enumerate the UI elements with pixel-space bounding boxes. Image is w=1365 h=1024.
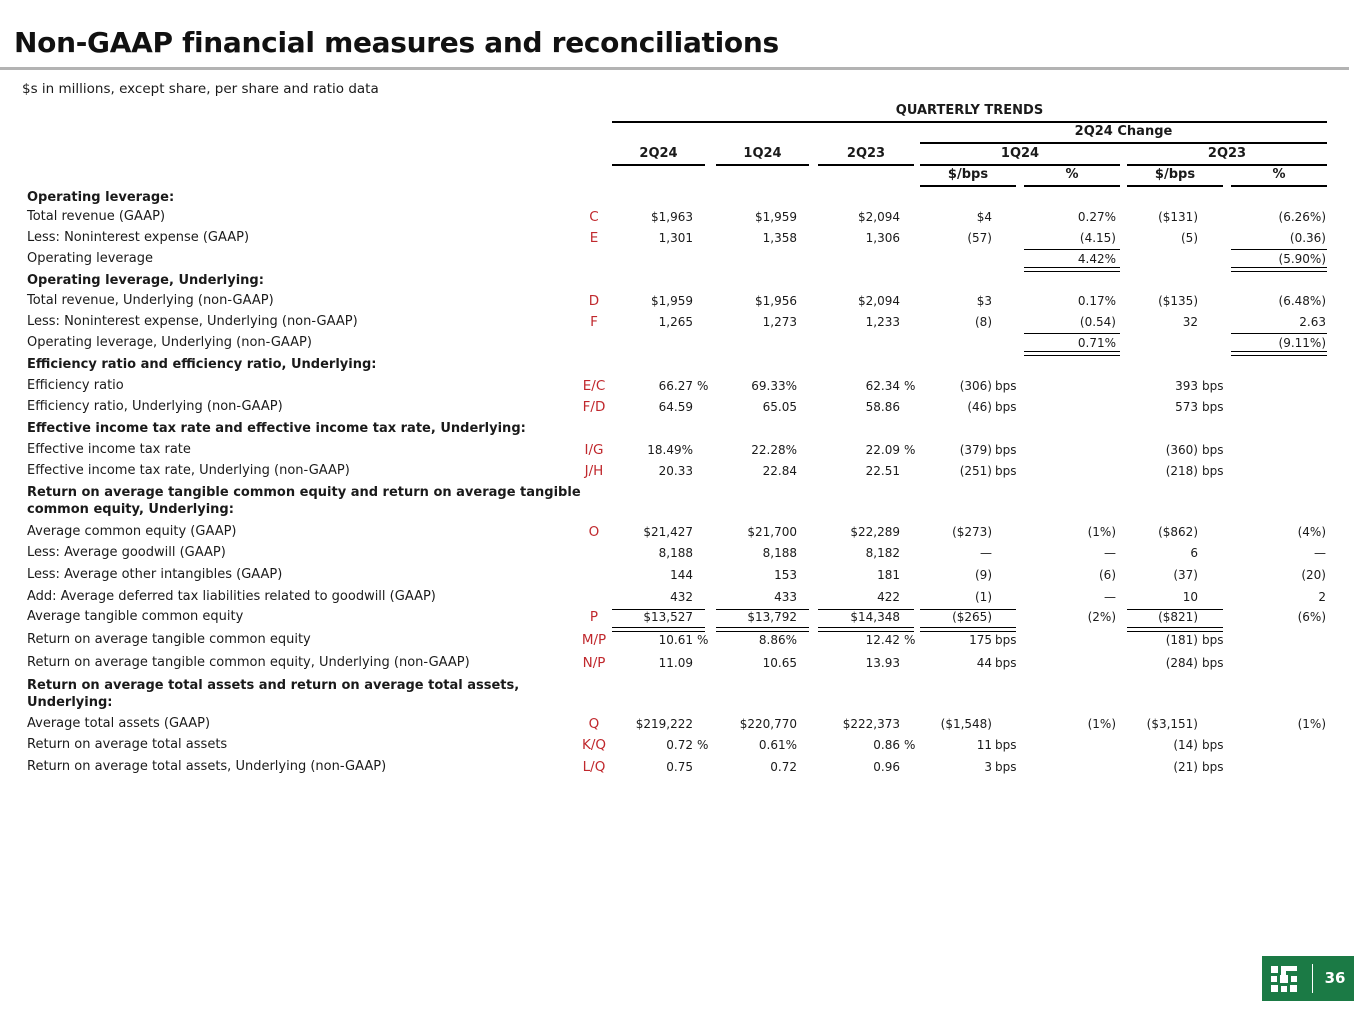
cell-col-2: 22.84 (762, 464, 797, 478)
cell-col-4: (1) (975, 590, 992, 604)
cell-unit-suffix: bps (995, 443, 1017, 457)
cell-col-1: 64.59 (658, 400, 693, 414)
cell-col-3: 62.34 (865, 379, 900, 393)
cell-col-3: $2,094 (858, 210, 900, 224)
cell-col-2: 153 (774, 568, 797, 582)
cell-col-1: $1,963 (651, 210, 693, 224)
row-label (27, 655, 470, 670)
cell-col-3: 58.86 (865, 400, 900, 414)
row-label (27, 251, 153, 266)
table-row (0, 589, 1365, 609)
cell-col-4: (306) (959, 379, 992, 393)
cell-col-7: (1%) (1297, 717, 1326, 731)
subtotal-rule (1231, 333, 1327, 334)
section-header-row (0, 677, 1365, 710)
row-label-text: Return on average total assets, Underlying (non-GAAP) (27, 759, 387, 774)
cell-unit-suffix: bps (995, 760, 1017, 774)
cell-col-6: ($3,151) (1146, 717, 1198, 731)
row-label-text: Return on average tangible common equity (27, 632, 311, 647)
cell-col-6: ($821) (1158, 610, 1198, 624)
table-row (0, 293, 1365, 313)
cell-col-2: 69.33% (751, 379, 797, 393)
cell-unit-suffix: bps (1202, 656, 1224, 670)
row-label-text-continued: Underlying: (27, 695, 113, 710)
cell-col-3: 12.42 (865, 633, 900, 647)
cell-col-1: 144 (670, 568, 693, 582)
cell-col-2: $220,770 (739, 717, 797, 731)
quarterly-trends-header: QUARTERLY TRENDS (895, 103, 1044, 118)
row-label-text: Effective income tax rate, Underlying (non-GAAP) (27, 463, 350, 478)
row-label (27, 314, 358, 329)
cell-col-6: 573 (1175, 400, 1198, 414)
row-label-text: Efficiency ratio (27, 378, 124, 393)
row-reference-letter: C (589, 209, 599, 225)
cell-unit-suffix: bps (1202, 400, 1224, 414)
row-label (27, 293, 274, 308)
section-label (27, 189, 174, 206)
total-double-rule (920, 627, 1016, 632)
cell-col-3: $22,289 (850, 525, 900, 539)
cell-col-4: (379) (959, 443, 992, 457)
cell-col-6: 6 (1190, 546, 1198, 560)
cell-col-4: 44 (976, 656, 992, 670)
row-label-text: Operating leverage, Underlying (non-GAAP) (27, 335, 312, 350)
cell-col-6: (21) (1173, 760, 1198, 774)
table-row (0, 524, 1365, 544)
cell-unit-suffix: bps (995, 656, 1017, 670)
row-reference-letter: E/C (582, 378, 606, 394)
cell-col-6: (5) (1181, 231, 1198, 245)
subheader-pct-2q23: % (1272, 167, 1286, 182)
row-label (27, 737, 227, 752)
row-label-text: Effective income tax rate and effective income tax rate, Underlying: (27, 421, 526, 436)
row-label (27, 399, 283, 414)
table-row (0, 442, 1365, 462)
row-label-text: Total revenue, Underlying (non-GAAP) (27, 293, 274, 308)
col-rule-1q24 (716, 164, 809, 166)
cell-col-4: (9) (975, 568, 992, 582)
row-label-text: Efficiency ratio, Underlying (non-GAAP) (27, 399, 283, 414)
cell-col-3: $14,348 (850, 610, 900, 624)
cell-col-2: 65.05 (762, 400, 797, 414)
col-rule-change-1q24 (920, 164, 1120, 166)
row-label-text: Effective income tax rate (27, 442, 191, 457)
row-reference-letter: K/Q (581, 737, 607, 753)
section-label (27, 677, 519, 711)
cell-col-4: (57) (967, 231, 992, 245)
change-header-rule (920, 142, 1327, 144)
row-label-text-continued: common equity, Underlying: (27, 502, 234, 517)
section-header-row (0, 420, 1365, 440)
cell-col-1: 10.61 (658, 633, 693, 647)
row-reference-letter: I/G (584, 442, 604, 458)
row-label (27, 545, 226, 560)
table-row (0, 335, 1365, 355)
logo-separator (1312, 964, 1313, 993)
row-label (27, 609, 243, 624)
col-header-2q23: 2Q23 (846, 146, 886, 161)
cell-unit-suffix: % (904, 443, 916, 457)
cell-col-6: ($862) (1158, 525, 1198, 539)
header-rule (612, 121, 1327, 123)
section-label (27, 420, 526, 437)
cell-col-1: 20.33 (658, 464, 693, 478)
row-label (27, 759, 386, 774)
cell-col-5: (2%) (1087, 610, 1116, 624)
row-label-text: Return on average tangible common equity and return on average tangible (27, 485, 581, 500)
table-row (0, 463, 1365, 483)
subheader-rule-2 (1024, 185, 1120, 187)
cell-col-3: 422 (877, 590, 900, 604)
row-label-text: Add: Average deferred tax liabilities related to goodwill (GAAP) (27, 589, 436, 604)
row-reference-letter: F/D (582, 399, 606, 415)
row-label (27, 378, 124, 393)
total-double-rule (1024, 351, 1120, 356)
total-double-rule (716, 627, 809, 632)
cell-col-4: (46) (967, 400, 992, 414)
cell-col-4: ($273) (952, 525, 992, 539)
cell-col-7: — (1314, 546, 1326, 560)
subtotal-rule (920, 609, 1016, 610)
row-label-text: Less: Average other intangibles (GAAP) (27, 567, 283, 582)
cell-col-7: (6.48%) (1278, 294, 1326, 308)
cell-col-6: (181) (1165, 633, 1198, 647)
cell-col-2: 0.61% (758, 738, 797, 752)
row-label-text: Less: Average goodwill (GAAP) (27, 545, 226, 560)
section-header-row (0, 189, 1365, 209)
cell-col-6: ($131) (1158, 210, 1198, 224)
table-row (0, 378, 1365, 398)
cell-col-6: 32 (1182, 315, 1198, 329)
cell-col-5: (4.15) (1079, 231, 1116, 245)
row-label-text: Operating leverage: (27, 190, 175, 205)
row-reference-letter: L/Q (582, 759, 606, 775)
section-label (27, 272, 264, 289)
table-row (0, 209, 1365, 229)
cell-col-3: $222,373 (842, 717, 900, 731)
cell-col-1: $219,222 (635, 717, 693, 731)
subtotal-rule (1024, 333, 1120, 334)
row-label-text: Average common equity (GAAP) (27, 524, 237, 539)
row-reference-letter: N/P (582, 655, 606, 671)
cell-unit-suffix: bps (1202, 760, 1224, 774)
row-reference-letter: F (590, 314, 598, 330)
row-label-text: Return on average total assets and return on average total assets, (27, 678, 520, 693)
cell-col-1: 18.49% (647, 443, 693, 457)
subheader-rule-4 (1231, 185, 1327, 187)
page-title: Non-GAAP financial measures and reconciliations (14, 26, 779, 59)
col-rule-change-2q23 (1127, 164, 1327, 166)
cell-col-1: 1,301 (658, 231, 693, 245)
cell-col-3: 8,182 (865, 546, 900, 560)
row-reference-letter: D (588, 293, 600, 309)
cell-unit-suffix: bps (1202, 738, 1224, 752)
cell-unit-suffix: % (697, 379, 709, 393)
cell-col-2: 1,273 (762, 315, 797, 329)
row-label-text: Operating leverage (27, 251, 153, 266)
cell-col-5: — (1104, 590, 1116, 604)
cell-col-1: 8,188 (658, 546, 693, 560)
cell-col-7: (6.26%) (1278, 210, 1326, 224)
row-label-text: Less: Noninterest expense (GAAP) (27, 230, 250, 245)
cell-col-3: 1,233 (865, 315, 900, 329)
cell-col-3: 0.96 (873, 760, 900, 774)
cell-col-2: 1,358 (762, 231, 797, 245)
subheader-rule-3 (1127, 185, 1223, 187)
cell-col-5: (1%) (1087, 717, 1116, 731)
row-label (27, 230, 249, 245)
cell-col-7: (6%) (1297, 610, 1326, 624)
col-header-1q24: 1Q24 (743, 146, 782, 161)
cell-col-3: 0.86 (873, 738, 900, 752)
table-row (0, 314, 1365, 334)
cell-unit-suffix: bps (995, 633, 1017, 647)
table-row (0, 567, 1365, 587)
cell-col-7: (9.11%) (1278, 336, 1326, 350)
cell-col-6: (284) (1165, 656, 1198, 670)
row-label (27, 463, 350, 478)
cell-col-4: ($1,548) (940, 717, 992, 731)
title-divider (0, 67, 1349, 70)
cell-col-3: 1,306 (865, 231, 900, 245)
cell-col-4: $3 (976, 294, 992, 308)
subtotal-rule (818, 609, 914, 610)
cell-unit-suffix: bps (1202, 379, 1224, 393)
table-row (0, 230, 1365, 250)
total-double-rule (1231, 351, 1327, 356)
cell-col-2: 8,188 (762, 546, 797, 560)
table-row (0, 737, 1365, 757)
cell-col-3: 181 (877, 568, 900, 582)
total-double-rule (818, 627, 914, 632)
page-subtitle: $s in millions, except share, per share and ratio data (22, 81, 379, 97)
row-label (27, 589, 436, 604)
cell-col-6: (360) (1165, 443, 1198, 457)
cell-col-1: 0.75 (666, 760, 693, 774)
cell-col-3: 13.93 (865, 656, 900, 670)
cell-col-5: (6) (1099, 568, 1116, 582)
cell-unit-suffix: bps (995, 738, 1017, 752)
subtotal-rule (1127, 609, 1223, 610)
total-double-rule (1231, 267, 1327, 272)
row-reference-letter: E (589, 230, 599, 246)
change-col-header-1q24: 1Q24 (1000, 146, 1040, 161)
row-label (27, 335, 312, 350)
cell-col-1: 432 (670, 590, 693, 604)
table-row (0, 632, 1365, 652)
table-row (0, 759, 1365, 779)
row-label-text: Return on average total assets (27, 737, 228, 752)
cell-col-7: (4%) (1297, 525, 1326, 539)
section-header-row (0, 484, 1365, 517)
row-label (27, 632, 311, 647)
cell-col-1: 11.09 (658, 656, 693, 670)
row-reference-letter: M/P (581, 632, 607, 648)
row-label (27, 442, 191, 457)
cell-col-5: 4.42% (1077, 252, 1116, 266)
row-label-text: Efficiency ratio and efficiency ratio, Underlying: (27, 357, 377, 372)
cell-col-1: 0.72 (666, 738, 693, 752)
cell-unit-suffix: bps (995, 464, 1017, 478)
cell-col-6: (14) (1173, 738, 1198, 752)
change-header: 2Q24 Change (1074, 124, 1173, 139)
section-header-row (0, 272, 1365, 292)
row-label (27, 209, 165, 224)
cell-col-7: (20) (1301, 568, 1326, 582)
cell-col-1: $21,427 (643, 525, 693, 539)
cell-col-4: (8) (975, 315, 992, 329)
subtotal-rule (1024, 249, 1120, 250)
cell-col-7: 2.63 (1299, 315, 1326, 329)
row-reference-letter: O (588, 524, 600, 540)
cell-col-1: 1,265 (658, 315, 693, 329)
table-row (0, 251, 1365, 271)
total-double-rule (612, 627, 705, 632)
subheader-pct-1q24: % (1065, 167, 1079, 182)
cell-col-7: (0.36) (1289, 231, 1326, 245)
row-label-text: Less: Noninterest expense, Underlying (non-GAAP) (27, 314, 358, 329)
cell-unit-suffix: % (697, 633, 709, 647)
cell-col-5: 0.27% (1077, 210, 1116, 224)
row-reference-letter: J/H (584, 463, 604, 479)
cell-col-2: 0.72 (770, 760, 797, 774)
cell-col-2: 8.86% (758, 633, 797, 647)
cell-col-6: (218) (1165, 464, 1198, 478)
cell-col-1: $1,959 (651, 294, 693, 308)
cell-col-2: 10.65 (762, 656, 797, 670)
cell-col-1: 66.27 (658, 379, 693, 393)
cell-col-5: (1%) (1087, 525, 1116, 539)
row-label-text: Return on average tangible common equity, Underlying (non-GAAP) (27, 655, 470, 670)
col-rule-2q23 (818, 164, 914, 166)
cell-col-2: $1,959 (755, 210, 797, 224)
cell-unit-suffix: % (904, 633, 916, 647)
subheader-rule-1 (920, 185, 1016, 187)
subheader-bps-1q24: $/bps (947, 167, 989, 182)
subtotal-rule (1231, 249, 1327, 250)
table-row (0, 655, 1365, 675)
cell-unit-suffix: bps (1202, 443, 1224, 457)
cell-col-6: 393 (1175, 379, 1198, 393)
cell-col-6: (37) (1173, 568, 1198, 582)
cell-col-6: 10 (1182, 590, 1198, 604)
cell-unit-suffix: bps (1202, 464, 1224, 478)
cell-col-2: $21,700 (747, 525, 797, 539)
cell-col-3: 22.51 (865, 464, 900, 478)
page-number: 36 (1324, 969, 1346, 987)
table-row (0, 716, 1365, 736)
cell-col-1: $13,527 (643, 610, 693, 624)
cell-col-4: — (980, 546, 992, 560)
cell-col-4: 11 (976, 738, 992, 752)
cell-col-4: 175 (969, 633, 992, 647)
row-label (27, 716, 210, 731)
cell-unit-suffix: % (697, 738, 709, 752)
cell-col-5: (0.54) (1079, 315, 1116, 329)
row-reference-letter: P (589, 609, 599, 625)
section-header-row (0, 356, 1365, 376)
row-reference-letter: Q (588, 716, 600, 732)
table-row (0, 609, 1365, 629)
subtotal-rule (716, 609, 809, 610)
row-label (27, 524, 237, 539)
total-double-rule (1024, 267, 1120, 272)
cell-col-6: ($135) (1158, 294, 1198, 308)
cell-unit-suffix: % (904, 738, 916, 752)
cell-col-3: 22.09 (865, 443, 900, 457)
cell-col-5: — (1104, 546, 1116, 560)
section-label (27, 356, 376, 373)
cell-col-5: 0.71% (1077, 336, 1116, 350)
subheader-bps-2q23: $/bps (1154, 167, 1196, 182)
cell-col-2: 22.28% (751, 443, 797, 457)
cell-col-7: 2 (1318, 590, 1326, 604)
cell-unit-suffix: % (904, 379, 916, 393)
cell-col-3: $2,094 (858, 294, 900, 308)
cell-col-2: $1,956 (755, 294, 797, 308)
cell-col-7: (5.90%) (1278, 252, 1326, 266)
row-label-text: Average tangible common equity (27, 609, 244, 624)
row-label-text: Operating leverage, Underlying: (27, 273, 264, 288)
cell-col-5: 0.17% (1077, 294, 1116, 308)
table-row (0, 545, 1365, 565)
col-header-2q24: 2Q24 (639, 146, 678, 161)
cell-col-2: 433 (774, 590, 797, 604)
cell-col-2: $13,792 (747, 610, 797, 624)
section-label (27, 484, 581, 518)
cell-col-4: (251) (959, 464, 992, 478)
table-row (0, 399, 1365, 419)
col-rule-2q24 (612, 164, 705, 166)
subtotal-rule (612, 609, 705, 610)
row-label-text: Total revenue (GAAP) (27, 209, 166, 224)
row-label (27, 567, 282, 582)
change-col-header-2q23: 2Q23 (1207, 146, 1247, 161)
cell-unit-suffix: bps (1202, 633, 1224, 647)
cell-unit-suffix: bps (995, 379, 1017, 393)
citizens-logo-icon (1268, 963, 1300, 995)
cell-col-4: ($265) (952, 610, 992, 624)
row-label-text: Average total assets (GAAP) (27, 716, 211, 731)
cell-unit-suffix: bps (995, 400, 1017, 414)
total-double-rule (1127, 627, 1223, 632)
cell-col-4: $4 (976, 210, 992, 224)
cell-col-4: 3 (984, 760, 992, 774)
